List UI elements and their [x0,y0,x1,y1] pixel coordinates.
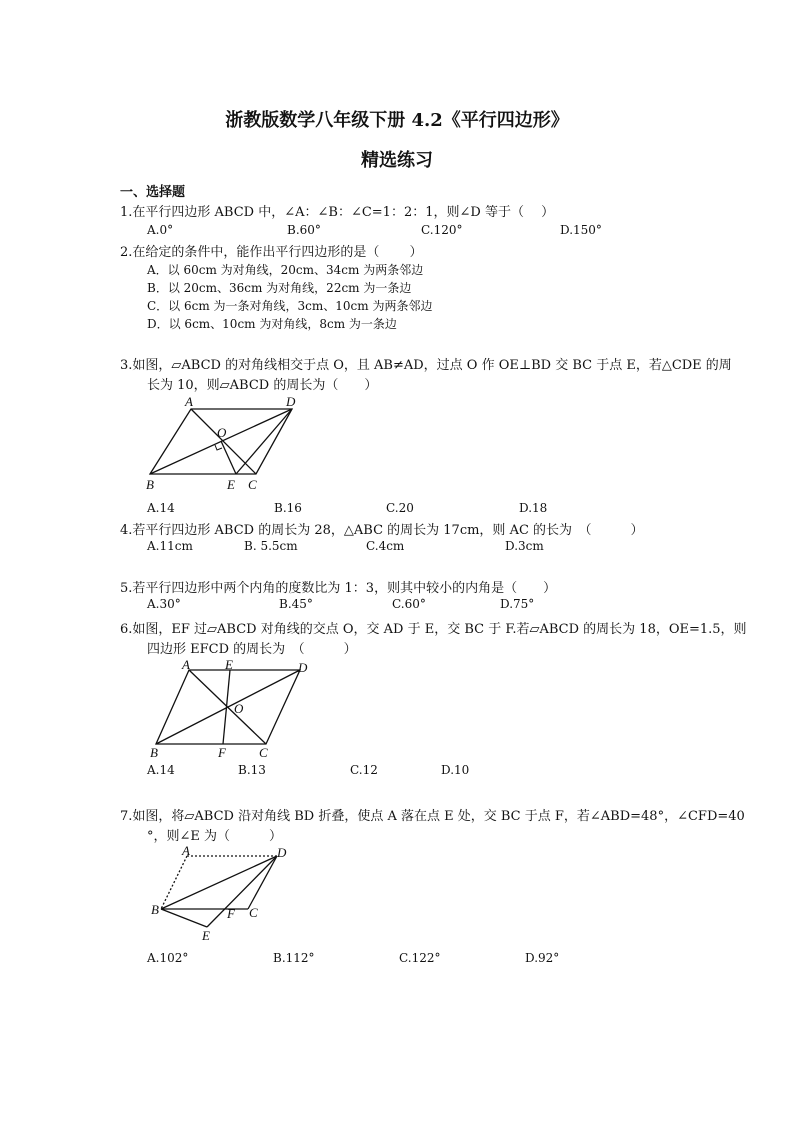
q5-option-b: B.45° [279,597,313,611]
question-7-text-line1: 7.如图，将▱ABCD 沿对角线 BD 折叠，使点 A 落在点 E 处，交 BC 于点 F，若∠ABD=48°，∠CFD=40 [120,809,745,824]
q4-option-d: D.3cm [505,539,544,553]
q1-option-d: D.150° [560,223,602,237]
q7-label-e: E [202,928,210,943]
q7-option-a: A.102° [147,951,189,965]
q2-option-c: C．以 6cm 为一条对角线，3cm、10cm 为两条邻边 [147,299,433,313]
q5-option-c: C.60° [392,597,426,611]
question-3-text-line2: 长为 10，则▱ABCD 的周长为（ ） [147,378,378,393]
q2-option-d: D．以 6cm、10cm 为对角线，8cm 为一条边 [147,317,397,331]
q3-label-e: E [227,477,235,492]
q6-diagonal-bd [156,670,300,744]
q7-option-d: D.92° [525,951,560,965]
q3-parallelogram-figure [140,395,310,495]
page-subtitle: 精选练习 [361,150,433,171]
q7-label-a: A [182,843,190,858]
q6-option-d: D.10 [441,763,470,777]
q2-option-a: A．以 60cm 为对角线，20cm、34cm 为两条邻边 [147,263,424,277]
q1-option-a: A.0° [147,223,174,237]
q5-option-a: A.30° [147,597,181,611]
q3-option-c: C.20 [386,501,414,515]
question-7-text-line2: °，则∠E 为（ ） [147,829,283,844]
q7-option-b: B.112° [273,951,315,965]
q7-segment-ed [207,856,277,927]
question-4-text: 4.若平行四边形 ABCD 的周长为 28，△ABC 的周长为 17cm，则 AC 的长为 （ ） [120,523,644,538]
question-6-text-line1: 6.如图，EF 过▱ABCD 对角线的交点 O，交 AD 于 E，交 BC 于 F.若▱ABCD 的周长为 18，OE=1.5，则 [120,622,747,637]
question-2-text: 2.在给定的条件中，能作出平行四边形的是（ ） [120,245,423,260]
q6-option-b: B.13 [238,763,266,777]
q3-label-b: B [146,477,154,492]
page-title: 浙教版数学八年级下册 4.2《平行四边形》 [225,110,569,131]
q3-option-a: A.14 [147,501,175,515]
q3-label-a: A [185,395,193,409]
q6-label-c: C [259,745,268,760]
q3-right-angle-mark [215,445,222,450]
q6-label-a: A [182,657,190,672]
question-3-text-line1: 3.如图，▱ABCD 的对角线相交于点 O，且 AB≠AD，过点 O 作 OE⊥BD 交 BC 于点 E，若△CDE 的周 [120,358,732,373]
q3-option-b: B.16 [274,501,302,515]
q7-label-f: F [227,906,235,921]
q7-option-c: C.122° [399,951,441,965]
q7-diagonal-bd [161,856,277,909]
q7-label-b: B [151,902,159,917]
q6-option-a: A.14 [147,763,175,777]
q3-label-o: O [217,425,227,440]
question-5-text: 5.若平行四边形中两个内角的度数比为 1：3，则其中较小的内角是（ ） [120,581,557,596]
q2-option-b: B．以 20cm、36cm 为对角线，22cm 为一条边 [147,281,412,295]
q1-option-b: B.60° [287,223,321,237]
q7-dashed-ab [161,856,187,909]
q4-option-b: B. 5.5cm [244,539,298,553]
q3-label-c: C [248,477,257,492]
q6-parallelogram-figure [140,656,320,762]
q4-option-c: C.4cm [366,539,405,553]
q7-folding-figure [140,843,300,943]
q6-label-b: B [150,745,158,760]
q6-label-f: F [218,745,226,760]
q6-label-o: O [234,701,244,716]
section-heading: 一、选择题 [120,185,186,200]
q3-segment-ed [236,409,292,474]
q6-option-c: C.12 [350,763,378,777]
question-6-text-line2: 四边形 EFCD 的周长为 （ ） [147,642,357,657]
question-1-text: 1.在平行四边形 ABCD 中，∠A：∠B：∠C=1：2：1，则∠D 等于（ ） [120,205,555,220]
q3-label-d: D [286,395,296,409]
q7-label-c: C [249,905,258,920]
q4-option-a: A.11cm [147,539,193,553]
q7-segment-cd [248,856,277,909]
q5-option-d: D.75° [500,597,535,611]
q3-diagonal-ac [191,409,256,474]
q7-segment-be [161,909,207,927]
q6-label-d: D [298,660,308,675]
q7-label-d: D [277,845,287,860]
q6-label-e: E [225,657,233,672]
q3-option-d: D.18 [519,501,548,515]
q1-option-c: C.120° [421,223,463,237]
